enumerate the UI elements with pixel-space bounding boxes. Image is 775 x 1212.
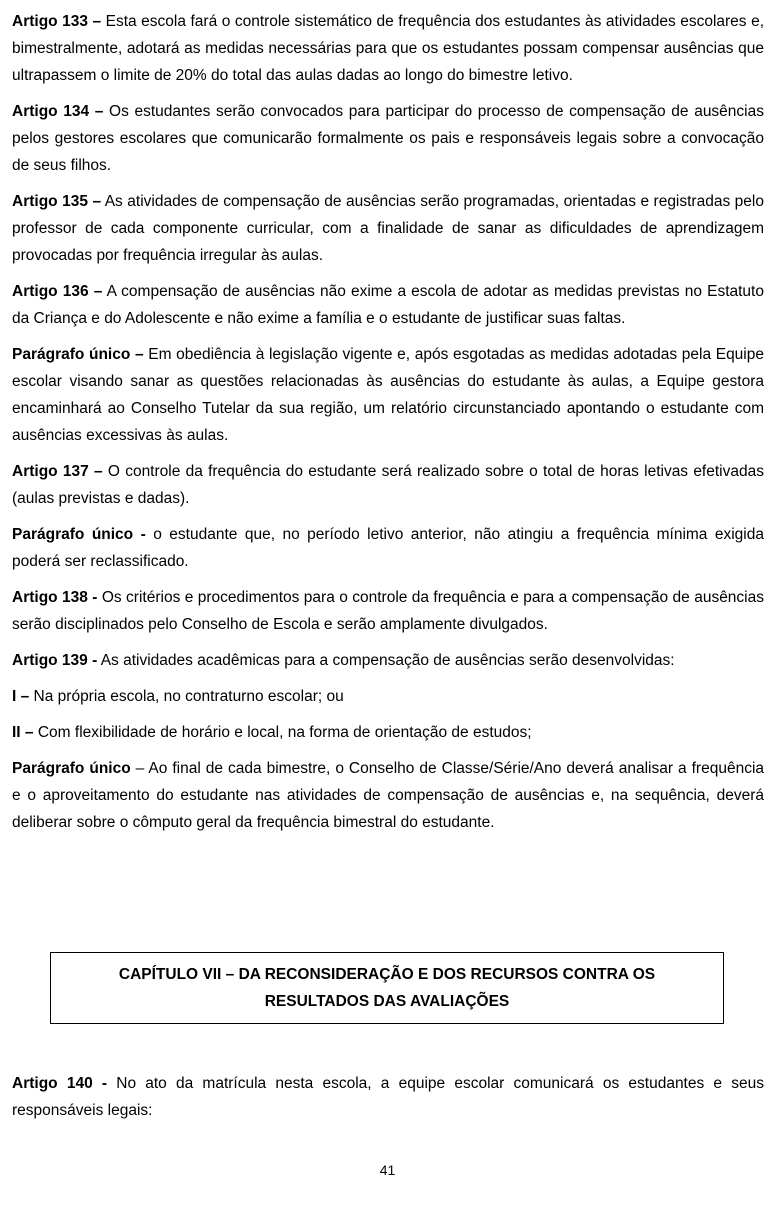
article-label: Artigo 134 – <box>12 103 104 120</box>
article-135 <box>12 188 764 269</box>
article-134 <box>12 98 764 179</box>
paragraph-label: Parágrafo único – <box>12 346 144 363</box>
paragraph-label: Parágrafo único - <box>12 526 146 543</box>
article-140 <box>12 1070 764 1124</box>
article-text: Os estudantes serão convocados para participar do processo de compensação de ausências pelos gestores escolares que comunicarão formalmente os pais e responsáveis legais sobre a convocação de seus filhos. <box>12 103 764 174</box>
paragraph-text: Em obediência à legislação vigente e, após esgotadas as medidas adotadas pela Equipe escolar visando sanar as questões relacionadas às ausências do estudante às aulas, a Equipe gestora encaminhará ao Conselho Tutelar da sua região, um relatório circunstanciado apontando o estudante com ausências excessivas às aulas. <box>12 346 764 444</box>
paragraph-label: Parágrafo único <box>12 760 131 777</box>
paragraph-text: o estudante que, no período letivo anterior, não atingiu a frequência mínima exigida poderá ser reclassificado. <box>12 526 764 570</box>
chapter-title: CAPÍTULO VII – DA RECONSIDERAÇÃO E DOS RECURSOS CONTRA OS RESULTADOS DAS AVALIAÇÕES <box>118 966 656 1010</box>
article-text: Os critérios e procedimentos para o controle da frequência e para a compensação de ausências serão disciplinados pelo Conselho de Escola e serão amplamente divulgados. <box>12 589 764 633</box>
article-139-item-i <box>12 683 764 710</box>
item-text: Com flexibilidade de horário e local, na forma de orientação de estudos; <box>33 724 532 741</box>
item-label: I – <box>12 688 30 705</box>
item-label: II – <box>12 724 34 741</box>
article-137-paragraph <box>12 521 764 575</box>
article-label: Artigo 137 – <box>12 463 103 480</box>
article-139 <box>12 647 764 674</box>
document-body <box>12 8 764 845</box>
article-136-paragraph <box>12 341 764 449</box>
article-label: Artigo 133 – <box>12 13 102 30</box>
article-138 <box>12 584 764 638</box>
chapter-heading-box <box>50 952 724 1024</box>
article-text: As atividades de compensação de ausências serão programadas, orientadas e registradas pelo professor de cada componente curricular, com a finalidade de sanar as dificuldades de aprendizagem provocadas por frequência irregular às aulas. <box>12 193 764 264</box>
article-text: A compensação de ausências não exime a escola de adotar as medidas previstas no Estatuto da Criança e do Adolescente e não exime a família e o estudante de justificar suas faltas. <box>12 283 764 327</box>
article-text: O controle da frequência do estudante será realizado sobre o total de horas letivas efetivadas (aulas previstas e dadas). <box>12 463 764 507</box>
paragraph-text: – Ao final de cada bimestre, o Conselho de Classe/Série/Ano deverá analisar a frequência e o aproveitamento do estudante nas atividades de compensação de ausências e, na sequência, deverá deliberar sobre o cômputo geral da frequência bimestral do estudante. <box>12 760 765 831</box>
article-label: Artigo 138 - <box>12 589 98 606</box>
page-number: 41 <box>379 1162 396 1178</box>
item-text: Na própria escola, no contraturno escolar; ou <box>29 688 344 705</box>
article-text: Esta escola fará o controle sistemático de frequência dos estudantes às atividades escolares e, bimestralmente, adotará as medidas necessárias para que os estudantes possam compensar ausências que ultrapassem o limite de 20% do total das aulas dadas ao longo do bimestre letivo. <box>12 13 764 84</box>
article-label: Artigo 136 – <box>12 283 103 300</box>
article-label: Artigo 140 - <box>12 1075 108 1092</box>
article-140-block <box>12 1070 764 1133</box>
article-137 <box>12 458 764 512</box>
article-text: No ato da matrícula nesta escola, a equipe escolar comunicará os estudantes e seus responsáveis legais: <box>12 1075 764 1119</box>
article-139-paragraph <box>12 755 764 836</box>
article-label: Artigo 139 - <box>12 652 98 669</box>
article-text: As atividades acadêmicas para a compensação de ausências serão desenvolvidas: <box>97 652 675 669</box>
article-136 <box>12 278 764 332</box>
article-139-item-ii <box>12 719 764 746</box>
article-133 <box>12 8 764 89</box>
article-label: Artigo 135 – <box>12 193 102 210</box>
